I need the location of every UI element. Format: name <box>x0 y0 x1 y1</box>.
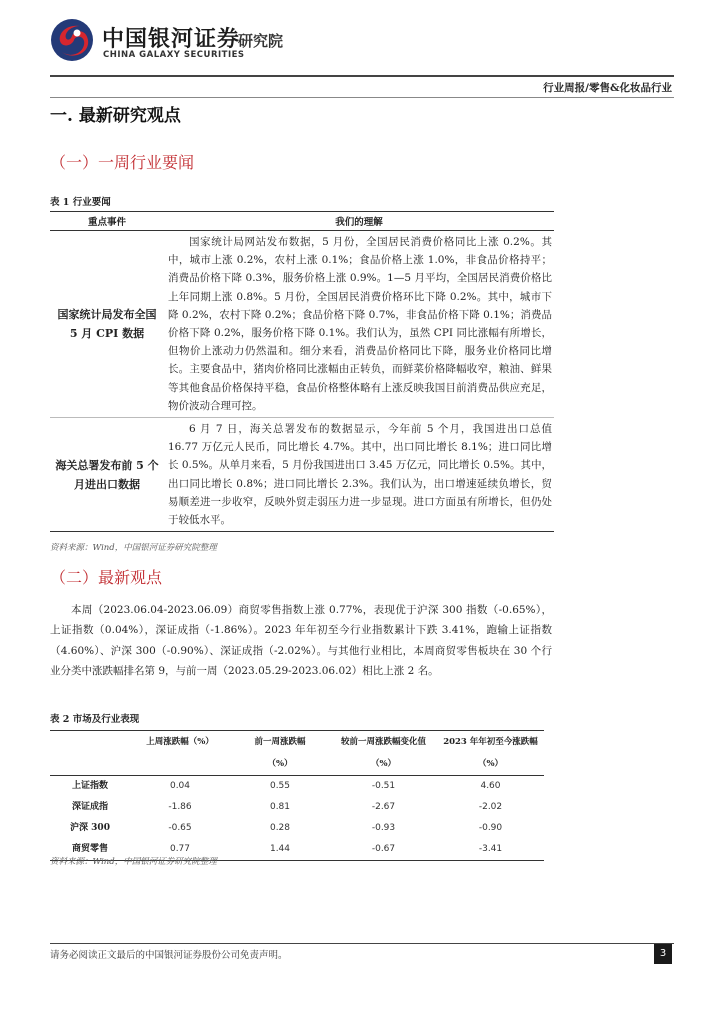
change-value: -0.67 <box>330 839 437 861</box>
table-row <box>50 797 544 818</box>
table2-header-last-week: 上周涨跌幅（%） <box>130 731 230 754</box>
change-value: -0.51 <box>371 781 396 791</box>
index-name: 沪深 300 <box>70 823 110 833</box>
market-performance-table <box>50 730 544 861</box>
event-cell: 国家统计局发布全国 5 月 CPI 数据 <box>50 231 164 418</box>
last-week-value: 0.04 <box>169 781 191 791</box>
event-cell: 海关总署发布前 5 个月进出口数据 <box>50 418 164 532</box>
institute-name: 研究院 <box>238 32 284 50</box>
last-week-value: 0.77 <box>130 839 230 861</box>
last-week-value: -0.65 <box>168 823 192 833</box>
index-name: 深证成指 <box>71 802 108 812</box>
market-summary-paragraph: 本周（2023.06.04-2023.06.09）商贸零售指数上涨 0.77%，表现优于沪深 300 指数（-0.65%），上证指数（0.04%），深证成指（-1.86%）。2023 年年初至今行业指数累计下跌 3.41%，跑输上证指数（4.60%）、沪深 300（-0.90%）、深证成指（-2.02%）。与其他行业相比，本周商贸零售板块在 30 个行业分类中涨跌幅排名第 9，与前一周（2023.05.29-2023.06.02）相比上涨 2 名。 <box>50 604 552 678</box>
change-value: -2.67 <box>371 802 396 812</box>
prev-week-value: 0.28 <box>269 823 291 833</box>
last-week-value: -1.86 <box>168 802 192 812</box>
index-name: 商贸零售 <box>50 839 130 861</box>
table1-header-understanding: 我们的理解 <box>164 212 554 231</box>
table2-header-blank <box>50 731 130 754</box>
section-title: 一. 最新研究观点 <box>50 106 181 126</box>
table2-header-prev-week: 前一周涨跌幅 <box>230 731 330 754</box>
table-row <box>50 818 544 839</box>
footer-rule <box>50 943 674 944</box>
prev-week-value: 1.44 <box>230 839 330 861</box>
change-value: -0.93 <box>371 823 396 833</box>
table2-subheader <box>50 753 130 776</box>
table1-caption: 表 1 行业要闻 <box>50 197 111 208</box>
table-row <box>50 776 544 798</box>
table1-header-event: 重点事件 <box>50 212 164 231</box>
table-row <box>50 231 554 418</box>
table2-subheader: （%） <box>437 753 544 776</box>
industry-news-table <box>50 211 554 532</box>
ytd-value: -2.02 <box>478 802 503 812</box>
galaxy-logo-icon <box>50 18 94 62</box>
page-number: 3 <box>654 944 672 964</box>
understanding-cell: 国家统计局网站发布数据，5 月份，全国居民消费价格同比上涨 0.2%。其中，城市上涨 0.2%，农村上涨 0.1%；食品价格上涨 1.0%，非食品价格持平；消费品价格下降 0.3%，服务价格上涨 0.9%。1—5 月平均，全国居民消费价格比上年同期上涨 0.8%。5 月份，全国居民消费价格环比下降 0.2%。其中，城市下降 0.2%，农村下降 0.2%；食品价格下降 0.7%，非食品价格下降 0.1%；消费品价格下降 0.2%，服务价格下降 0.1%。我们认为，虽然 CPI 同比涨幅有所增长，但物价上涨动力仍然温和。细分来看，消费品价格同比下降，服务业价格同比增长。主要食品中，猪肉价格同比涨幅由正转负，而鲜菜价格降幅收窄，粮油、鲜果等其他食品价格保持平稳，食品价格整体略有上涨反映我国目前消费品供应充足，物价波动合理可控。 <box>164 231 554 418</box>
footer-disclaimer: 请务必阅读正文最后的中国银河证券股份公司免责声明。 <box>50 950 288 961</box>
ytd-value: 4.60 <box>480 781 501 791</box>
table1-source: 资料来源：Wind，中国银河证券研究院整理 <box>50 543 217 553</box>
subsection-title-news: （一）一周行业要闻 <box>50 153 195 172</box>
table2-subheader: （%） <box>230 753 330 776</box>
understanding-cell: 6 月 7 日，海关总署发布的数据显示，今年前 5 个月，我国进出口总值 16.77 万亿元人民币，同比增长 4.7%。其中，出口同比增长 8.1%；进口同比增长 0.5%。从单月来看，5 月份我国进出口 3.45 万亿元，同比增长 0.5%。其中，出口同比增长 0.8%；进口同比增长 2.3%。我们认为，出口增速延续负增长，贸易顺差进一步收窄，反映外贸走弱压力进一步显现。进口方面虽有所增长，但仍处于较低水平。 <box>164 418 554 532</box>
header-rule-secondary <box>50 97 674 98</box>
prev-week-value: 0.55 <box>269 781 291 791</box>
table2-source: 资料来源：Wind，中国银河证券研究院整理 <box>50 857 217 867</box>
table-row <box>50 418 554 532</box>
report-category: 行业周报/零售&化妆品行业 <box>543 82 672 94</box>
company-name-en: CHINA GALAXY SECURITIES <box>103 50 245 60</box>
subsection-title-views: （二）最新观点 <box>50 568 163 587</box>
table2-subheader: （%） <box>330 753 437 776</box>
header-rule <box>50 75 674 77</box>
ytd-value: -3.41 <box>437 839 544 861</box>
ytd-value: -0.90 <box>478 823 503 833</box>
table2-caption: 表 2 市场及行业表现 <box>50 714 140 725</box>
index-name: 上证指数 <box>71 781 108 791</box>
company-name: 中国银河证券 <box>102 27 241 52</box>
prev-week-value: 0.81 <box>269 802 291 812</box>
table2-header-change: 较前一周涨跌幅变化值 <box>330 731 437 754</box>
table2-header-ytd: 2023 年年初至今涨跌幅 <box>437 731 544 754</box>
table2-subheader <box>130 753 230 776</box>
